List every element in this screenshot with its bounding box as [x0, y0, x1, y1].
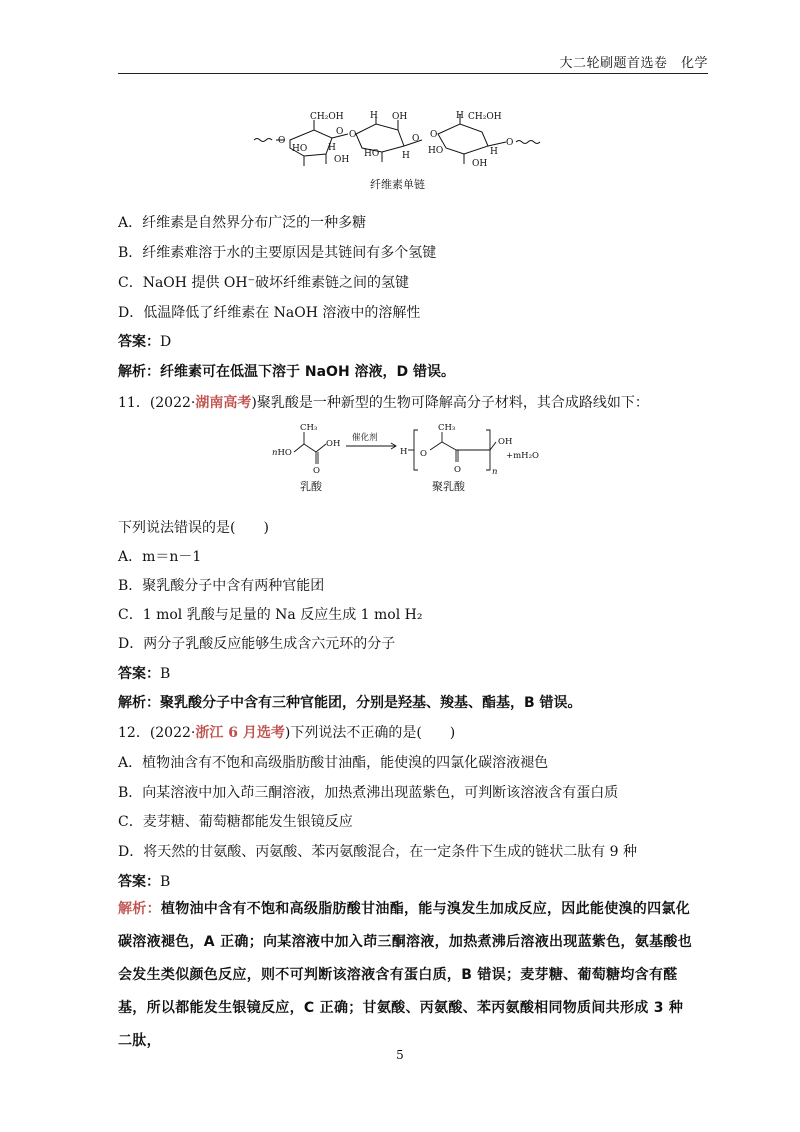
svg-text:n: n: [492, 467, 498, 477]
byproduct-label: +mH₂O: [506, 451, 539, 461]
q11-explanation: [118, 692, 582, 712]
answer-label: 答案：: [118, 874, 160, 890]
svg-text:O: O: [336, 127, 344, 137]
question-number: 12．(2022·: [118, 725, 196, 741]
svg-text:CH₂OH: CH₂OH: [468, 112, 502, 122]
q10-answer: [118, 331, 171, 351]
question-number: 11．(2022·: [118, 395, 196, 411]
q11-option-c: C．1 mol 乳酸与足量的 Na 反应生成 1 mol H₂: [118, 607, 423, 623]
question-stem: )下列说法不正确的是( ): [284, 725, 456, 741]
svg-text:O: O: [412, 134, 420, 144]
reactant-caption: 乳酸: [300, 480, 322, 493]
q10-explanation: [118, 361, 455, 381]
q12-option-c: C．麦芽糖、葡萄糖都能发生银镜反应: [118, 814, 353, 830]
page-number: 5: [396, 1048, 404, 1062]
question-source: 湖南高考: [195, 395, 252, 411]
answer-label: 答案：: [118, 666, 160, 682]
product-caption: 聚乳酸: [432, 480, 465, 493]
svg-text:CH₃: CH₃: [300, 423, 318, 433]
svg-text:O: O: [313, 466, 320, 476]
explanation-label: 解析：: [118, 901, 161, 917]
explanation-label: 解析：: [118, 364, 160, 380]
answer-value: B: [160, 874, 171, 890]
polylactic-acid-synthesis-scheme: [270, 420, 540, 482]
svg-text:OH: OH: [498, 437, 513, 447]
answer-value: B: [160, 666, 171, 682]
svg-text:H: H: [328, 143, 336, 153]
svg-text:OH: OH: [392, 112, 408, 122]
svg-text:CH₂OH: CH₂OH: [310, 112, 344, 122]
svg-text:H: H: [400, 447, 408, 457]
q10-option-d: D．低温降低了纤维素在 NaOH 溶液中的溶解性: [118, 305, 421, 321]
svg-text:O: O: [349, 130, 357, 140]
svg-text:O: O: [506, 138, 514, 148]
svg-text:nHO: nHO: [272, 448, 292, 458]
explanation-text: 聚乳酸分子中含有三种官能团，分别是羟基、羧基、酯基，B 错误。: [160, 695, 582, 711]
explanation-text: 纤维素可在低温下溶于 NaOH 溶液，D 错误。: [160, 364, 456, 380]
q12-option-d: D．将天然的甘氨酸、丙氨酸、苯丙氨酸混合，在一定条件下生成的链状二肽有 9 种: [118, 844, 638, 860]
svg-text:H: H: [490, 147, 498, 157]
q10-option-c: C．NaOH 提供 OH⁻破坏纤维素链之间的氢键: [118, 275, 409, 291]
header-rule: [118, 73, 708, 74]
svg-text:O: O: [430, 130, 438, 140]
q11-option-d: D．两分子乳酸反应能够生成含六元环的分子: [118, 636, 396, 652]
q12-option-b: B．向某溶液中加入茚三酮溶液，加热煮沸出现蓝紫色，可判断该溶液含有蛋白质: [118, 785, 619, 801]
svg-text:CH₃: CH₃: [438, 423, 456, 433]
catalyst-label: 催化剂: [352, 433, 378, 443]
q11-option-b: B．聚乳酸分子中含有两种官能团: [118, 578, 325, 594]
svg-text:HO: HO: [428, 146, 444, 156]
question-stem: )聚乳酸是一种新型的生物可降解高分子材料，其合成路线如下：: [251, 395, 649, 411]
svg-text:OH: OH: [326, 439, 341, 449]
svg-text:OH: OH: [334, 155, 350, 165]
q12-answer: [118, 871, 170, 891]
q11-option-a: A．m＝n－1: [118, 549, 202, 565]
explanation-text: 植物油中含有不饱和高级脂肪酸甘油酯，能与溴发生加成反应，因此能使溴的四氯化碳溶液褪色，A 正确；向某溶液中加入茚三酮溶液，加热煮沸后溶液出现蓝紫色，氨基酸也会发生类似颜色反应，则不可判断该溶液含有蛋白质，B 错误；麦芽糖、葡萄糖均含有醛基，所以都能发生银镜反应，C 正确；甘氨酸、丙氨酸、苯丙氨酸相同物质间共形成 3 种二肽，: [118, 901, 693, 1049]
svg-text:O: O: [454, 465, 461, 475]
svg-text:O: O: [420, 449, 427, 459]
figure-caption: 纤维素单链: [370, 178, 425, 191]
q11-stem: [118, 392, 649, 412]
explanation-label: 解析：: [118, 695, 160, 711]
svg-text:H: H: [456, 111, 464, 121]
svg-text:HO: HO: [364, 149, 380, 159]
q11-answer: [118, 663, 170, 683]
svg-text:H: H: [402, 151, 410, 161]
q10-option-b: B．纤维素难溶于水的主要原因是其链间有多个氢键: [118, 245, 437, 261]
question-source: 浙江 6 月选考: [195, 725, 285, 741]
svg-text:HO: HO: [292, 144, 308, 154]
answer-value: D: [160, 334, 172, 350]
answer-label: 答案：: [118, 334, 160, 350]
running-header: 大二轮刷题首选卷 化学: [559, 56, 708, 71]
cellulose-structure-diagram: [252, 110, 548, 172]
svg-text:O: O: [278, 136, 286, 146]
q12-explanation: [118, 893, 693, 1058]
q12-stem: [118, 722, 455, 742]
svg-text:H: H: [370, 111, 378, 121]
q12-option-a: A．植物油含有不饱和高级脂肪酸甘油酯，能使溴的四氯化碳溶液褪色: [118, 755, 549, 771]
q11-question: 下列说法错误的是( ): [118, 520, 269, 536]
q10-option-a: A．纤维素是自然界分布广泛的一种多糖: [118, 215, 367, 231]
svg-text:OH: OH: [472, 159, 488, 169]
